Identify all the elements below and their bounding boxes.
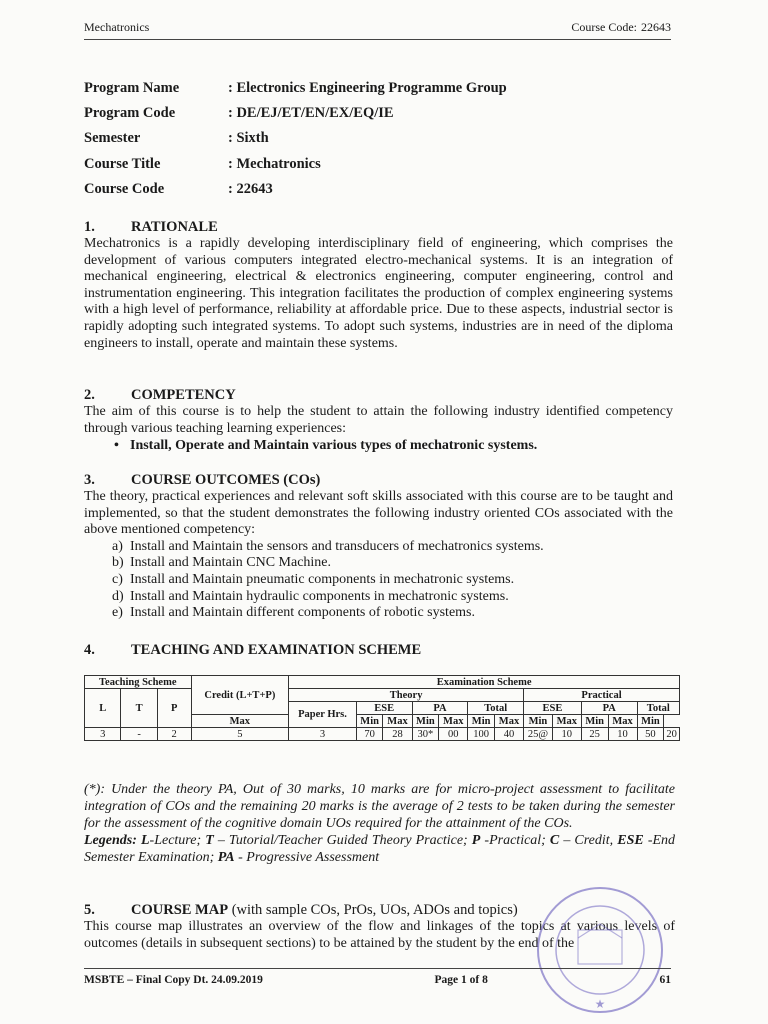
rationale-text: Mechatronics is a rapidly developing interdisciplinary field of engineering, which comprises the development of various computers integrated electro-mechanical systems. It is an integration of mechanical engineering, electrical & electronics engineering, computer engineering, control and instrumentation engineering. This integration facilitates the production of complex engineering systems with a high level of performance, reliability at affordable price. Due to these aspects, industrial sector is rapidly adopting such integrated systems. To adopt such systems, industries are in need of the diploma engineers to install, operate and maintain these systems. (84, 236, 673, 351)
section-heading: 4. TEACHING AND EXAMINATION SCHEME (84, 642, 422, 658)
outcomes-text: The theory, practical experiences and relevant soft skills associated with this course are to be taught and implemented, so that the student demonstrates the following industry oriented COs associated with the above mentioned competency: (84, 489, 673, 538)
footer-page-number: Page 1 of 8 (434, 974, 488, 986)
section-heading: 5. COURSE MAP (with sample COs, PrOs, UOs, ADOs and topics) (84, 902, 518, 918)
header-course-code: Course Code: 22643 (571, 20, 671, 34)
section-course-outcomes (84, 472, 673, 622)
scheme-table: Teaching Scheme Credit (L+T+P) Examination Scheme L T P Theory Practical Paper Hrs. ESE PA Total ESE PA Total Max Min Max Min Max Min Max Min Max Min Max Min 3 - 2 5 3 70 28 30* 00 100 40 25@ 10 25 10 50 20 (84, 675, 680, 741)
info-row: Course Title : Mechatronics (84, 155, 321, 172)
section-competency (84, 387, 673, 454)
footer-copy-date: MSBTE – Final Copy Dt. 24.09.2019 (84, 974, 263, 986)
info-row: Semester : Sixth (84, 130, 269, 147)
list-item: c) Install and Maintain pneumatic components in mechatronic systems. (112, 571, 515, 587)
list-item: d) Install and Maintain hydraulic components in mechatronic systems. (112, 588, 509, 604)
header-course-name: Mechatronics (84, 20, 150, 34)
info-row: Program Name : Electronics Engineering Programme Group (84, 80, 507, 97)
page-footer (84, 968, 671, 986)
program-info (84, 76, 507, 202)
footer-sheet-number: 61 (659, 974, 671, 986)
bullet-icon: • (114, 438, 119, 454)
pa-footnote: (*): Under the theory PA, Out of 30 marks, 10 marks are for micro-project assessment to facilitate integration of COs and the remaining 20 marks is the average of 2 tests to be taken during the semester for the assessment of the cognitive domain UOs required for the attainment of the COs. (84, 782, 675, 831)
list-item: e) Install and Maintain different components of robotic systems. (112, 605, 476, 621)
course-map-text: This course map illustrates an overview of the flow and linkages of the topics at various levels of outcomes (details in subsequent sections) to be attained by the student by the end of the (84, 919, 675, 951)
info-row: Program Code : DE/EJ/ET/EN/EX/EQ/IE (84, 105, 394, 122)
section-rationale (84, 219, 673, 352)
page-header (84, 20, 671, 40)
scheme-note (84, 781, 675, 866)
list-item: a) Install and Maintain the sensors and transducers of mechatronics systems. (112, 538, 544, 554)
info-row: Course Code : 22643 (84, 180, 273, 197)
legend: Legends: L-Lecture; T – Tutorial/Teacher Guided Theory Practice; P -Practical; C – Credit, ESE -End Semester Examination; PA - Progressive Assessment (84, 833, 676, 865)
list-item: b) Install and Maintain CNC Machine. (112, 555, 332, 571)
competency-text: The aim of this course is to help the student to attain the following industry identified competency through various teaching learning experiences: (84, 404, 673, 436)
section-heading: 3. COURSE OUTCOMES (COs) (84, 472, 321, 488)
competency-bullet: • Install, Operate and Maintain various types of mechatronic systems. (114, 438, 538, 454)
section-scheme (84, 642, 673, 659)
outcomes-list (84, 539, 673, 622)
section-heading: 2. COMPETENCY (84, 387, 236, 403)
svg-text:★: ★ (594, 997, 606, 1011)
table-row: 3 - 2 5 3 70 28 30* 00 100 40 25@ 10 25 10 50 20 (85, 728, 680, 741)
institution-seal-stamp (520, 872, 680, 1022)
section-heading: 1. RATIONALE (84, 219, 218, 235)
